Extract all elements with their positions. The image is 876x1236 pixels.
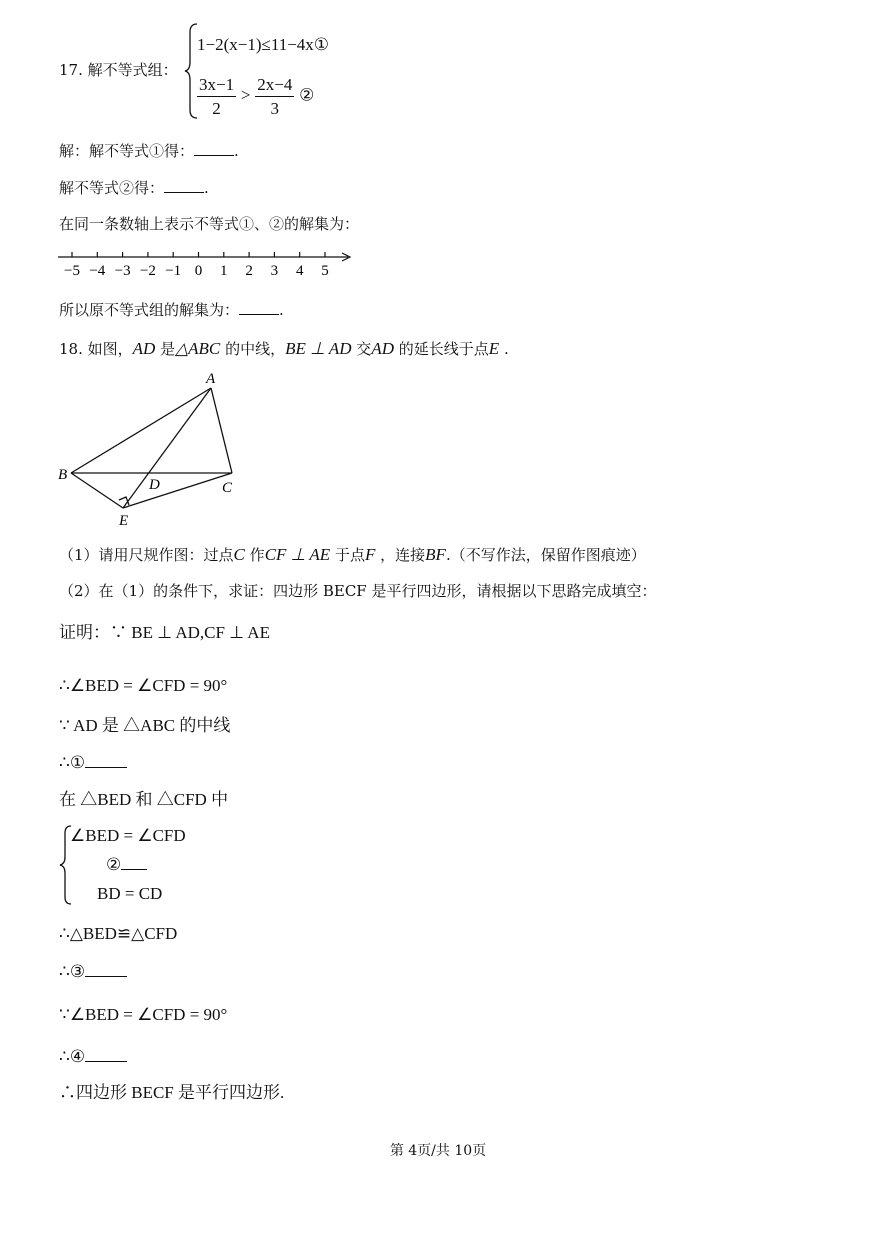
segment-be [71, 473, 123, 508]
answer-blank-1[interactable] [194, 154, 234, 156]
q18-part2: （2）在（1）的条件下，求证：四边形 BECF 是平行四边形，请根据以下思路完成填空： [59, 582, 657, 600]
right-angle-mark [119, 497, 129, 505]
answer-blank-3[interactable] [239, 313, 279, 315]
proof-blank-2[interactable] [121, 868, 147, 870]
step-final: 所以原不等式组的解集为： . [59, 301, 284, 319]
label-e: E [119, 513, 129, 529]
label-b: B [58, 467, 68, 483]
number-line-label: 1 [220, 263, 228, 279]
proof-condition-2: ② [106, 856, 147, 873]
proof-blank-4[interactable] [85, 1060, 127, 1062]
proof-blank-3[interactable] [85, 975, 127, 977]
step-number-line-text: 在同一条数轴上表示不等式①、②的解集为： [59, 215, 360, 233]
segment-ae [123, 388, 211, 508]
number-line-label: 3 [270, 263, 279, 279]
proof-line-9: ∴④ [59, 1048, 127, 1065]
proof-line-4: ∴① [59, 754, 127, 771]
number-line-label: −4 [89, 263, 106, 279]
answer-blank-2[interactable] [164, 191, 204, 193]
side-ab [71, 388, 211, 473]
label-c: C [222, 480, 233, 496]
number-line-label: −5 [64, 263, 80, 279]
q18-part1: （1）请用尺规作图：过点C 作CF ⊥ AE 于点F ，连接BF.（不写作法，保留作图痕迹） [59, 545, 646, 564]
proof-condition-1: ∠BED = ∠CFD [70, 826, 186, 845]
number-line-label: 2 [245, 263, 253, 279]
number-line-label: 5 [321, 263, 329, 279]
proof-line-5: 在 △BED 和 △CFD 中 [59, 790, 229, 809]
proof-line-7: ∴③ [59, 963, 127, 980]
proof-condition-3: BD = CD [97, 884, 163, 903]
number-line-label: 4 [295, 263, 304, 279]
proof-line-3: ∵ AD 是 △ABC 的中线 [59, 716, 231, 735]
proof-line-10: ∴四边形 BECF 是平行四边形. [59, 1083, 285, 1102]
number-line-label: 0 [194, 263, 203, 279]
proof-line-1: 证明：∵ BE ⊥ AD,CF ⊥ AE [59, 623, 270, 642]
segment-ec [123, 473, 232, 508]
side-ac [211, 388, 232, 473]
q18-stem: 18. 如图，AD 是△ABC 的中线，BE ⊥ AD 交AD 的延长线于点E . [59, 339, 509, 358]
proof-line-2: ∴∠BED = ∠CFD = 90° [59, 676, 228, 695]
page-footer: 第 4页/共 10页 [389, 1143, 487, 1159]
inequality-1: 1−2(x−1)≤11−4x① [197, 35, 330, 54]
proof-line-8: ∵∠BED = ∠CFD = 90° [59, 1005, 228, 1024]
q17-label: 17. 解不等式组： [59, 61, 178, 79]
label-a: A [206, 371, 216, 387]
number-line-label: −1 [165, 263, 182, 279]
label-d: D [149, 477, 160, 493]
inequality-2: $\frac{3x-1}{2}$ > $\frac{2x-4}{3}$ ② [199, 75, 315, 118]
number-line[interactable] [58, 248, 358, 282]
number-line-label: −3 [114, 263, 131, 279]
number-line-label: −2 [139, 263, 156, 279]
step-solve-2: 解不等式②得： . [59, 179, 209, 197]
triangle-figure [56, 368, 246, 530]
step-solve-1: 解：解不等式①得： . [59, 142, 239, 160]
proof-blank-1[interactable] [85, 766, 127, 768]
proof-line-6: ∴△BED≌△CFD [59, 924, 178, 943]
